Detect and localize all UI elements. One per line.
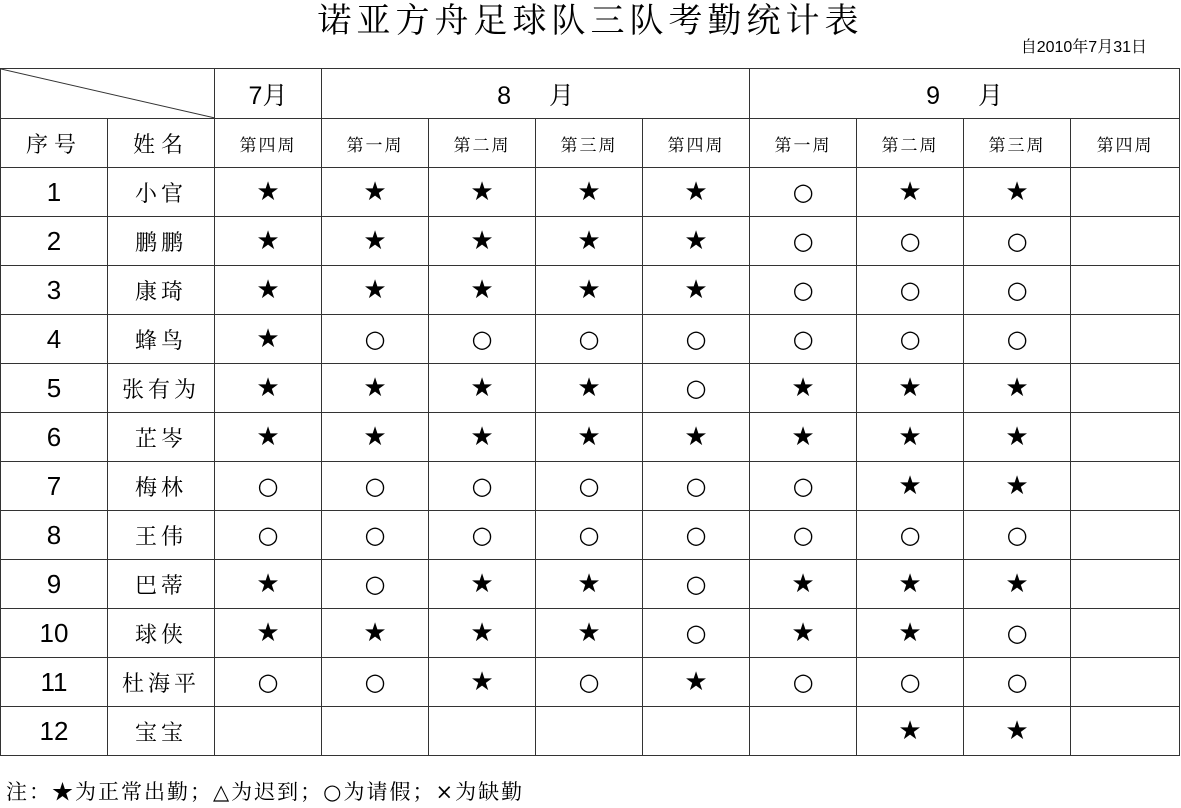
- month-header-7: [215, 69, 322, 119]
- present-star-icon: ★: [684, 667, 708, 697]
- present-star-icon: ★: [577, 275, 601, 305]
- leave-circle-icon: ○: [899, 276, 921, 304]
- leave-circle-icon: ○: [471, 325, 493, 353]
- attendance-cell: [215, 364, 322, 413]
- table-row: [1, 413, 1180, 462]
- attendance-cell: [857, 462, 964, 511]
- leave-circle-icon: ○: [899, 227, 921, 255]
- attendance-cell: [536, 707, 643, 756]
- attendance-cell: [429, 511, 536, 560]
- attendance-cell: [1071, 413, 1180, 462]
- table-row: [1, 609, 1180, 658]
- attendance-cell: [643, 511, 750, 560]
- leave-circle-icon: ○: [364, 472, 386, 500]
- attendance-cell: [536, 413, 643, 462]
- table-row: [1, 462, 1180, 511]
- seq-cell: 9: [1, 560, 108, 609]
- leave-circle-icon: ○: [792, 178, 814, 206]
- seq-cell: 12: [1, 707, 108, 756]
- present-star-icon: ★: [256, 177, 280, 207]
- leave-circle-icon: ○: [792, 227, 814, 255]
- attendance-cell: [750, 315, 857, 364]
- leave-circle-icon: ○: [1006, 668, 1028, 696]
- attendance-cell: [643, 168, 750, 217]
- present-star-icon: ★: [470, 618, 494, 648]
- attendance-cell: [215, 168, 322, 217]
- attendance-cell: [750, 217, 857, 266]
- seq-cell: 7: [1, 462, 108, 511]
- present-star-icon: ★: [898, 422, 922, 452]
- attendance-cell: [750, 707, 857, 756]
- leave-circle-icon: ○: [899, 668, 921, 696]
- attendance-cell: [643, 413, 750, 462]
- present-star-icon: ★: [577, 618, 601, 648]
- attendance-cell: [215, 707, 322, 756]
- attendance-cell: [964, 511, 1071, 560]
- leave-circle-icon: ○: [364, 325, 386, 353]
- attendance-cell: [750, 658, 857, 707]
- present-star-icon: ★: [470, 569, 494, 599]
- seq-cell: 3: [1, 266, 108, 315]
- attendance-cell: [643, 609, 750, 658]
- week-header-row: [1, 119, 1180, 168]
- leave-circle-icon: ○: [685, 570, 707, 598]
- present-star-icon: ★: [898, 716, 922, 746]
- attendance-cell: [643, 658, 750, 707]
- attendance-cell: [964, 168, 1071, 217]
- attendance-cell: [643, 462, 750, 511]
- attendance-cell: [322, 315, 429, 364]
- attendance-cell: [857, 413, 964, 462]
- attendance-cell: [429, 707, 536, 756]
- seq-cell: 11: [1, 658, 108, 707]
- attendance-table: [0, 68, 1180, 756]
- attendance-cell: [857, 364, 964, 413]
- leave-circle-icon: ○: [257, 521, 279, 549]
- table-row: [1, 658, 1180, 707]
- present-star-icon: ★: [470, 177, 494, 207]
- week-header: 第三周: [964, 119, 1071, 168]
- attendance-cell: [643, 266, 750, 315]
- attendance-cell: [322, 364, 429, 413]
- leave-circle-icon: ○: [471, 521, 493, 549]
- leave-circle-icon: ○: [364, 668, 386, 696]
- present-star-icon: ★: [470, 667, 494, 697]
- attendance-cell: [964, 560, 1071, 609]
- leave-circle-icon: ○: [1006, 325, 1028, 353]
- name-cell: 球侠: [108, 609, 215, 658]
- attendance-cell: [322, 462, 429, 511]
- attendance-cell: [1071, 217, 1180, 266]
- month-unit: 月: [548, 81, 574, 110]
- leave-circle-icon: ○: [685, 325, 707, 353]
- seq-cell: 10: [1, 609, 108, 658]
- name-cell: 宝宝: [108, 707, 215, 756]
- attendance-cell: [536, 560, 643, 609]
- leave-circle-icon: ○: [899, 521, 921, 549]
- present-star-icon: ★: [791, 569, 815, 599]
- seq-cell: 1: [1, 168, 108, 217]
- attendance-cell: [322, 168, 429, 217]
- name-cell: 杜海平: [108, 658, 215, 707]
- present-star-icon: ★: [363, 226, 387, 256]
- attendance-cell: [1071, 364, 1180, 413]
- month-unit: 月: [978, 81, 1004, 110]
- attendance-cell: [750, 511, 857, 560]
- leave-circle-icon: ○: [471, 472, 493, 500]
- present-star-icon: ★: [577, 569, 601, 599]
- present-star-icon: ★: [898, 618, 922, 648]
- attendance-cell: [215, 511, 322, 560]
- leave-circle-icon: ○: [578, 521, 600, 549]
- seq-cell: 6: [1, 413, 108, 462]
- leave-circle-icon: ○: [792, 472, 814, 500]
- present-star-icon: ★: [1005, 422, 1029, 452]
- attendance-cell: [857, 168, 964, 217]
- present-star-icon: ★: [577, 226, 601, 256]
- month-number: 8: [497, 81, 511, 110]
- present-star-icon: ★: [256, 373, 280, 403]
- name-header: 姓名: [108, 119, 215, 168]
- attendance-cell: [964, 413, 1071, 462]
- month-number: 9: [926, 81, 941, 110]
- attendance-cell: [964, 364, 1071, 413]
- attendance-cell: [322, 658, 429, 707]
- name-cell: 芷岑: [108, 413, 215, 462]
- month-header-row: [1, 69, 1180, 119]
- present-star-icon: ★: [470, 422, 494, 452]
- present-star-icon: ★: [577, 177, 601, 207]
- table-row: [1, 266, 1180, 315]
- present-star-icon: ★: [791, 422, 815, 452]
- attendance-cell: [857, 266, 964, 315]
- attendance-cell: [857, 609, 964, 658]
- attendance-cell: [322, 266, 429, 315]
- legend-note: 注：★为正常出勤；△为迟到；○为请假；×为缺勤: [6, 780, 525, 804]
- attendance-cell: [964, 462, 1071, 511]
- present-star-icon: ★: [577, 422, 601, 452]
- attendance-cell: [643, 707, 750, 756]
- attendance-cell: [322, 413, 429, 462]
- name-cell: 巴蒂: [108, 560, 215, 609]
- attendance-cell: [536, 266, 643, 315]
- name-cell: 张有为: [108, 364, 215, 413]
- present-star-icon: ★: [256, 569, 280, 599]
- seq-cell: 4: [1, 315, 108, 364]
- seq-cell: 8: [1, 511, 108, 560]
- week-header: 第二周: [857, 119, 964, 168]
- attendance-cell: [1071, 511, 1180, 560]
- attendance-cell: [536, 609, 643, 658]
- attendance-cell: [750, 168, 857, 217]
- attendance-cell: [322, 217, 429, 266]
- attendance-cell: [536, 658, 643, 707]
- attendance-cell: [1071, 462, 1180, 511]
- attendance-cell: [215, 217, 322, 266]
- attendance-cell: [964, 609, 1071, 658]
- leave-circle-icon: ○: [578, 668, 600, 696]
- name-cell: 康琦: [108, 266, 215, 315]
- month-header-8: [322, 69, 750, 119]
- attendance-cell: [322, 560, 429, 609]
- attendance-cell: [964, 217, 1071, 266]
- attendance-cell: [215, 609, 322, 658]
- present-star-icon: ★: [363, 275, 387, 305]
- present-star-icon: ★: [470, 373, 494, 403]
- month-unit: 月: [262, 81, 288, 110]
- attendance-cell: [429, 609, 536, 658]
- leave-circle-icon: ○: [685, 619, 707, 647]
- attendance-cell: [215, 315, 322, 364]
- attendance-cell: [429, 560, 536, 609]
- attendance-cell: [322, 511, 429, 560]
- attendance-cell: [750, 462, 857, 511]
- attendance-cell: [643, 364, 750, 413]
- attendance-cell: [964, 315, 1071, 364]
- attendance-cell: [1071, 609, 1180, 658]
- attendance-cell: [536, 364, 643, 413]
- present-star-icon: ★: [684, 275, 708, 305]
- present-star-icon: ★: [684, 226, 708, 256]
- attendance-cell: [429, 266, 536, 315]
- present-star-icon: ★: [577, 373, 601, 403]
- present-star-icon: ★: [363, 422, 387, 452]
- present-star-icon: ★: [256, 275, 280, 305]
- present-star-icon: ★: [898, 471, 922, 501]
- attendance-cell: [429, 364, 536, 413]
- name-cell: 蜂鸟: [108, 315, 215, 364]
- diagonal-header-cell: [1, 69, 215, 119]
- attendance-cell: [857, 658, 964, 707]
- month-header-9: [750, 69, 1180, 119]
- leave-circle-icon: ○: [792, 276, 814, 304]
- attendance-cell: [1071, 266, 1180, 315]
- present-star-icon: ★: [363, 618, 387, 648]
- leave-circle-icon: ○: [1006, 619, 1028, 647]
- leave-circle-icon: ○: [364, 521, 386, 549]
- attendance-cell: [536, 511, 643, 560]
- attendance-cell: [964, 658, 1071, 707]
- table-row: [1, 168, 1180, 217]
- month-number: 7: [248, 81, 263, 110]
- leave-circle-icon: ○: [257, 668, 279, 696]
- leave-circle-icon: ○: [792, 325, 814, 353]
- seq-cell: 2: [1, 217, 108, 266]
- attendance-cell: [322, 707, 429, 756]
- attendance-cell: [215, 413, 322, 462]
- attendance-cell: [536, 217, 643, 266]
- attendance-cell: [429, 413, 536, 462]
- present-star-icon: ★: [1005, 716, 1029, 746]
- attendance-cell: [536, 462, 643, 511]
- present-star-icon: ★: [1005, 569, 1029, 599]
- attendance-cell: [1071, 560, 1180, 609]
- leave-circle-icon: ○: [364, 570, 386, 598]
- present-star-icon: ★: [898, 373, 922, 403]
- attendance-cell: [215, 266, 322, 315]
- diagonal-line: [1, 69, 215, 118]
- attendance-cell: [536, 168, 643, 217]
- table-row: [1, 511, 1180, 560]
- attendance-cell: [643, 315, 750, 364]
- sheet-title: 诺亚方舟足球队三队考勤统计表: [317, 1, 864, 41]
- attendance-cell: [857, 511, 964, 560]
- seq-header: 序号: [1, 119, 108, 168]
- table-row: [1, 315, 1180, 364]
- present-star-icon: ★: [256, 226, 280, 256]
- present-star-icon: ★: [363, 373, 387, 403]
- attendance-cell: [1071, 658, 1180, 707]
- leave-circle-icon: ○: [1006, 276, 1028, 304]
- present-star-icon: ★: [898, 569, 922, 599]
- leave-circle-icon: ○: [1006, 521, 1028, 549]
- week-header: 第四周: [215, 119, 322, 168]
- attendance-cell: [536, 315, 643, 364]
- leave-circle-icon: ○: [792, 521, 814, 549]
- name-cell: 鹏鹏: [108, 217, 215, 266]
- present-star-icon: ★: [1005, 373, 1029, 403]
- present-star-icon: ★: [898, 177, 922, 207]
- leave-circle-icon: ○: [257, 472, 279, 500]
- attendance-cell: [857, 560, 964, 609]
- leave-circle-icon: ○: [685, 521, 707, 549]
- leave-circle-icon: ○: [1006, 227, 1028, 255]
- attendance-cell: [429, 217, 536, 266]
- present-star-icon: ★: [791, 618, 815, 648]
- name-cell: 梅林: [108, 462, 215, 511]
- present-star-icon: ★: [256, 618, 280, 648]
- attendance-cell: [857, 707, 964, 756]
- attendance-cell: [643, 217, 750, 266]
- attendance-cell: [215, 658, 322, 707]
- week-header: 第一周: [322, 119, 429, 168]
- attendance-cell: [1071, 168, 1180, 217]
- attendance-cell: [750, 560, 857, 609]
- attendance-cell: [857, 315, 964, 364]
- attendance-cell: [750, 364, 857, 413]
- week-header: 第四周: [643, 119, 750, 168]
- date-note: 自2010年7月31日: [1020, 39, 1147, 56]
- attendance-cell: [750, 609, 857, 658]
- attendance-cell: [429, 462, 536, 511]
- attendance-cell: [857, 217, 964, 266]
- leave-circle-icon: ○: [685, 472, 707, 500]
- attendance-cell: [643, 560, 750, 609]
- present-star-icon: ★: [256, 324, 280, 354]
- table-row: [1, 364, 1180, 413]
- attendance-cell: [429, 168, 536, 217]
- attendance-cell: [1071, 707, 1180, 756]
- week-header: 第一周: [750, 119, 857, 168]
- week-header: 第三周: [536, 119, 643, 168]
- present-star-icon: ★: [1005, 177, 1029, 207]
- attendance-cell: [1071, 315, 1180, 364]
- leave-circle-icon: ○: [685, 374, 707, 402]
- attendance-cell: [750, 413, 857, 462]
- week-header: 第二周: [429, 119, 536, 168]
- leave-circle-icon: ○: [792, 668, 814, 696]
- attendance-cell: [215, 462, 322, 511]
- attendance-cell: [429, 315, 536, 364]
- table-row: [1, 217, 1180, 266]
- leave-circle-icon: ○: [578, 472, 600, 500]
- attendance-cell: [750, 266, 857, 315]
- table-row: [1, 707, 1180, 756]
- seq-cell: 5: [1, 364, 108, 413]
- present-star-icon: ★: [684, 422, 708, 452]
- table-row: [1, 560, 1180, 609]
- attendance-cell: [964, 266, 1071, 315]
- present-star-icon: ★: [363, 177, 387, 207]
- present-star-icon: ★: [684, 177, 708, 207]
- attendance-cell: [215, 560, 322, 609]
- present-star-icon: ★: [791, 373, 815, 403]
- week-header: 第四周: [1071, 119, 1180, 168]
- attendance-cell: [429, 658, 536, 707]
- present-star-icon: ★: [256, 422, 280, 452]
- attendance-cell: [964, 707, 1071, 756]
- attendance-cell: [322, 609, 429, 658]
- leave-circle-icon: ○: [578, 325, 600, 353]
- present-star-icon: ★: [470, 275, 494, 305]
- present-star-icon: ★: [1005, 471, 1029, 501]
- leave-circle-icon: ○: [899, 325, 921, 353]
- name-cell: 小官: [108, 168, 215, 217]
- name-cell: 王伟: [108, 511, 215, 560]
- present-star-icon: ★: [470, 226, 494, 256]
